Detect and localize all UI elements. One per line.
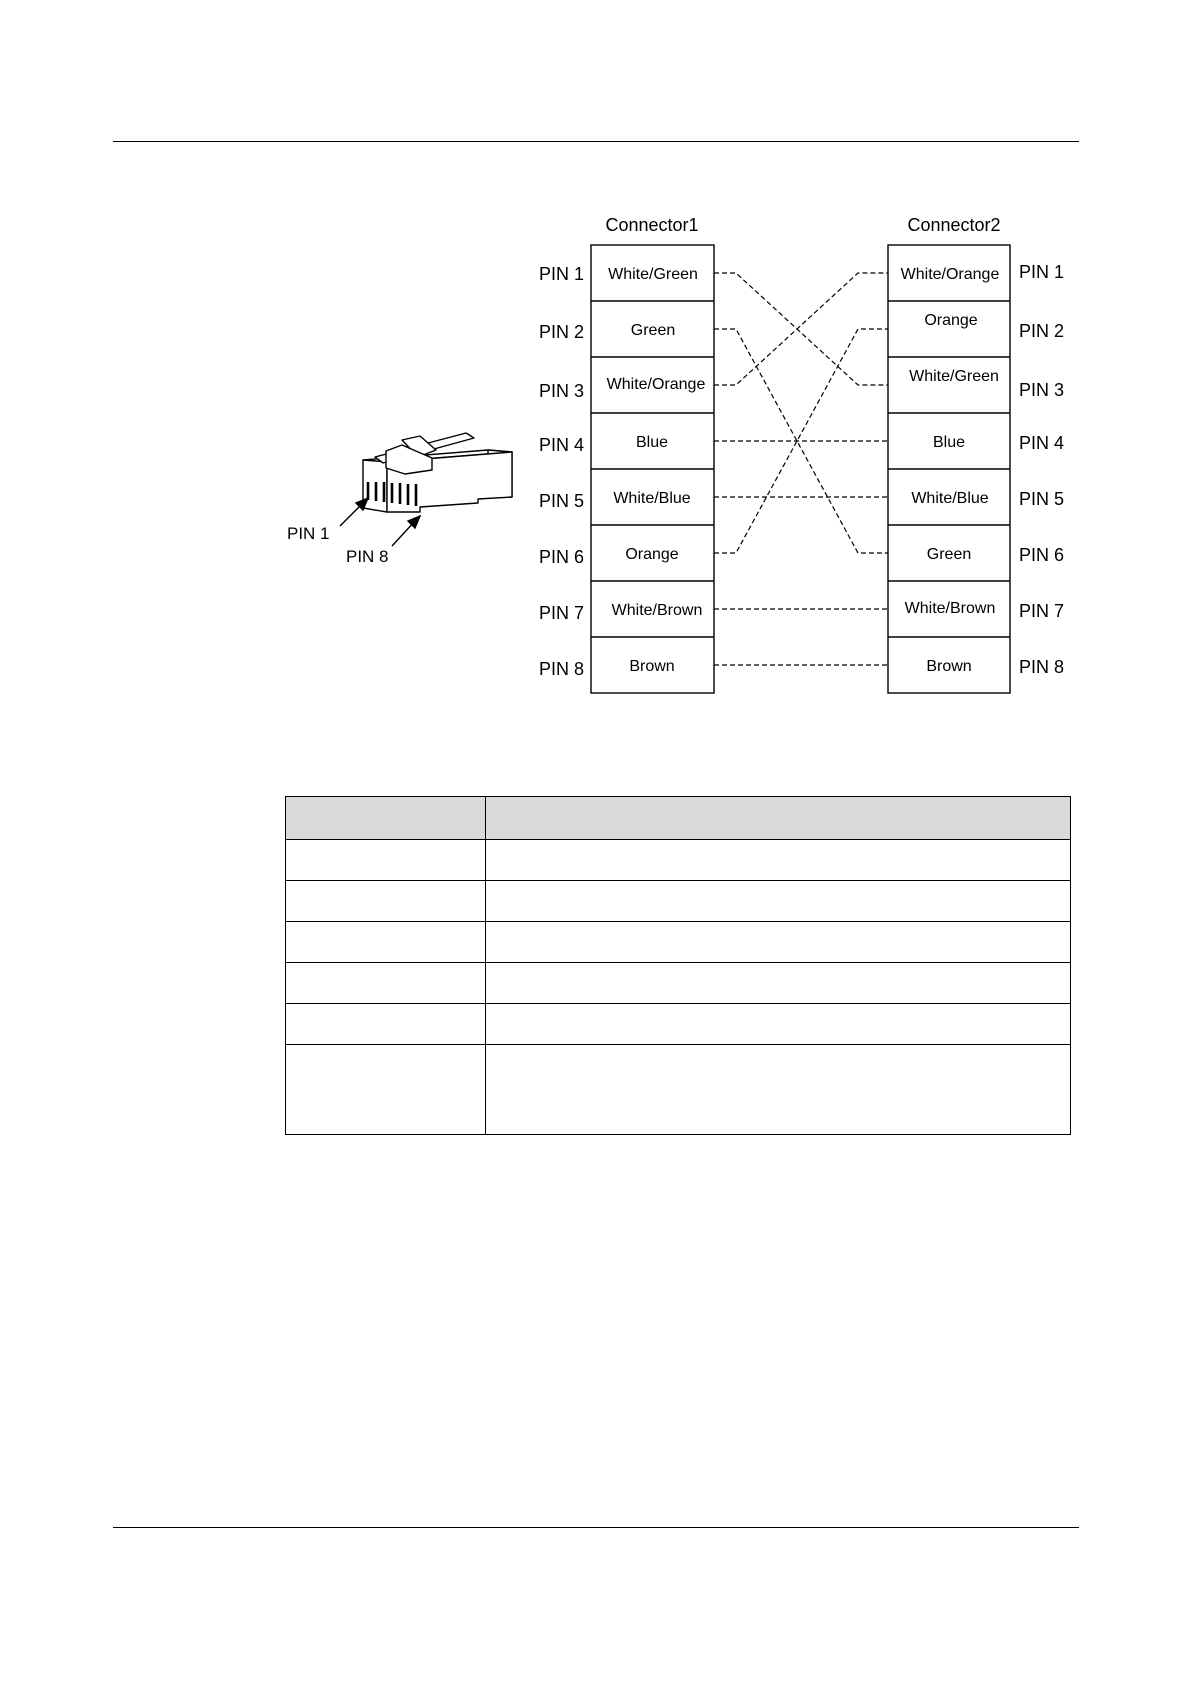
connector1-pin-8: PIN 8 — [538, 659, 584, 679]
connector1-pin-7: PIN 7 — [538, 603, 584, 623]
connector2-wire-5: White/Blue — [911, 490, 989, 507]
connector1-column — [539, 245, 714, 693]
connector2-pin-1: PIN 1 — [1019, 262, 1065, 282]
crossover-cable-pinout-diagram — [0, 0, 1190, 720]
table-cell — [286, 1004, 486, 1045]
table-cell — [286, 922, 486, 963]
connector1-pin-4: PIN 4 — [538, 435, 584, 455]
table-row — [286, 1045, 1071, 1135]
connector1-wire-2: Green — [630, 322, 676, 339]
table-cell — [486, 881, 1071, 922]
connector2-pin-6: PIN 6 — [1019, 545, 1065, 565]
connector1-wire-4: Blue — [635, 434, 669, 451]
connector1-pin-3: PIN 3 — [538, 381, 584, 401]
table-row — [286, 922, 1071, 963]
table-cell — [286, 1045, 486, 1135]
spec-table — [285, 796, 1071, 1135]
connector2-pin-3: PIN 3 — [1019, 380, 1065, 400]
connector2-wire-1: White/Orange — [900, 266, 1000, 283]
table-row — [286, 881, 1071, 922]
table-cell — [286, 881, 486, 922]
connector1-title: Connector1 — [605, 215, 699, 235]
rj45-plug-illustration — [363, 433, 512, 512]
connector2-wire-6: Green — [926, 546, 972, 563]
table-row — [286, 963, 1071, 1004]
connector2-column — [888, 245, 1064, 693]
table-cell — [486, 922, 1071, 963]
connector2-wire-7: White/Brown — [904, 600, 996, 617]
connector2-pin-4: PIN 4 — [1019, 433, 1065, 453]
connector1-wire-8: Brown — [629, 658, 675, 675]
table-cell — [486, 963, 1071, 1004]
table-header-cell — [486, 797, 1071, 840]
wire-connections — [714, 273, 888, 665]
connector2-pin-8: PIN 8 — [1019, 657, 1065, 677]
connector2-pin-2: PIN 2 — [1019, 321, 1065, 341]
footer-rule — [113, 1527, 1079, 1528]
table-row — [286, 840, 1071, 881]
connector1-wire-1: White/Green — [608, 266, 698, 283]
table-header-cell — [286, 797, 486, 840]
connector1-wire-7: White/Brown — [611, 602, 703, 619]
connector1-pin-5: PIN 5 — [538, 491, 584, 511]
connector1-wire-6: Orange — [625, 546, 679, 563]
connector1-pin-6: PIN 6 — [538, 547, 584, 567]
table-cell — [486, 1004, 1071, 1045]
table-header-row — [286, 797, 1071, 840]
connector1-wire-3: White/Orange — [606, 376, 706, 393]
connector2-wire-2: Orange — [924, 312, 978, 329]
connector2-wire-4: Blue — [932, 434, 966, 451]
connector1-pin-1: PIN 1 — [538, 264, 584, 284]
connector2-pin-7: PIN 7 — [1019, 601, 1065, 621]
table-cell — [286, 963, 486, 1004]
connector1-pin-2: PIN 2 — [538, 322, 584, 342]
connector2-title: Connector2 — [907, 215, 1001, 235]
plug-pin1-label: PIN 1 — [287, 524, 330, 543]
plug-pin8-label: PIN 8 — [346, 547, 389, 566]
table-cell — [486, 840, 1071, 881]
connector2-wire-3: White/Green — [909, 368, 999, 385]
connector1-wire-5: White/Blue — [613, 490, 691, 507]
connector2-pin-5: PIN 5 — [1019, 489, 1065, 509]
table-cell — [286, 840, 486, 881]
connector2-wire-8: Brown — [926, 658, 972, 675]
table-cell — [486, 1045, 1071, 1135]
table-row — [286, 1004, 1071, 1045]
